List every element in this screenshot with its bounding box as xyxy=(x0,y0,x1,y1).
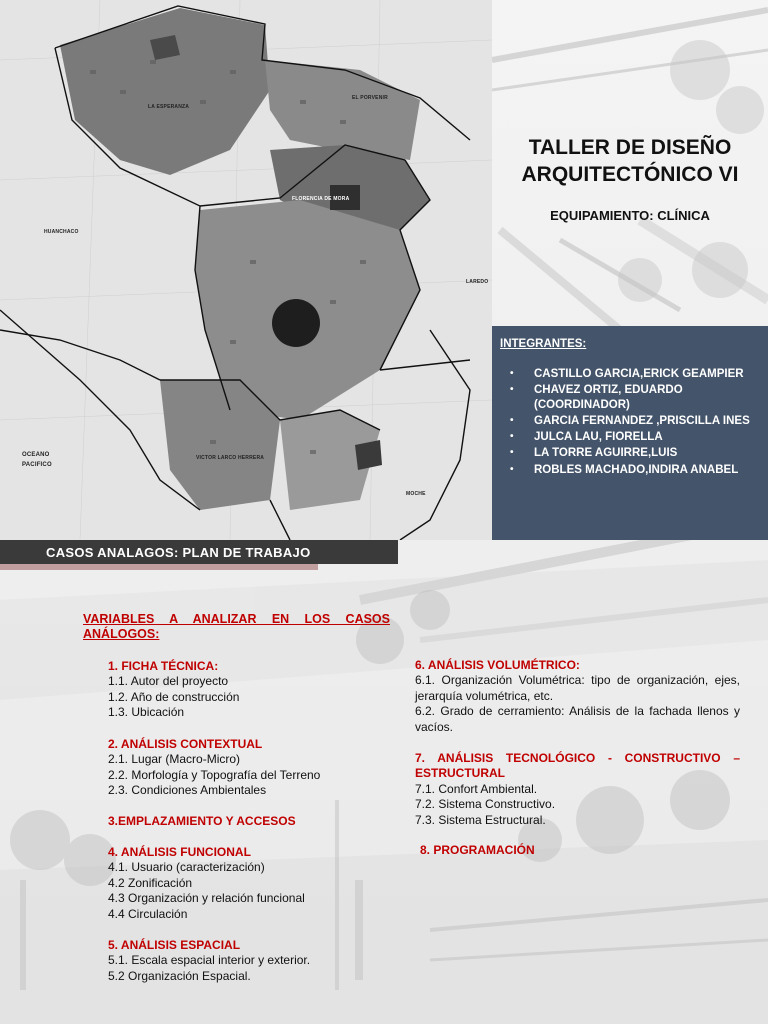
section-title: CASOS ANALAGOS: PLAN DE TRABAJO xyxy=(46,545,311,560)
page-subtitle: EQUIPAMIENTO: CLÍNICA xyxy=(550,208,710,223)
team-member: • CASTILLO GARCIA,ERICK GEAMPIER xyxy=(510,367,762,382)
list-item: 4.3 Organización y relación funcional xyxy=(108,891,305,906)
title-line-1: TALLER DE DISEÑO xyxy=(528,136,732,159)
left-section-3 xyxy=(108,814,398,829)
section-heading: 7. ANÁLISIS TECNOLÓGICO - CONSTRUCTIVO – ESTRUCTURAL xyxy=(415,751,740,781)
list-item: 4.4 Circulación xyxy=(108,906,188,921)
section-band-accent xyxy=(0,564,318,570)
section-heading: 8. PROGRAMACIÓN xyxy=(420,843,535,857)
team-member: • LA TORRE AGUIRRE,LUIS xyxy=(510,446,762,461)
list-item: 6.1. Organización Volumétrica: tipo de organización, ejes, jerarquía volumétrica, etc. xyxy=(415,673,740,703)
map-label-florencia: FLORENCIA DE MORA xyxy=(292,196,350,202)
team-member: • ROBLES MACHADO,INDIRA ANABEL xyxy=(510,463,762,478)
list-item: 2.3. Condiciones Ambientales xyxy=(108,783,267,798)
map-label-victor-larco: VICTOR LARCO HERRERA xyxy=(196,455,265,461)
list-item: 1.2. Año de construcción xyxy=(108,689,240,704)
map-label-el-porvenir: EL PORVENIR xyxy=(352,95,388,101)
right-section-6 xyxy=(415,658,740,735)
list-item: 6.2. Grado de cerramiento: Análisis de la fachada llenos y vacíos. xyxy=(415,704,740,734)
section-heading: 3.EMPLAZAMIENTO Y ACCESOS xyxy=(108,814,296,828)
map-label-moche: MOCHE xyxy=(406,491,426,497)
title-line-2: ARQUITECTÓNICO VI xyxy=(521,163,739,186)
team-member: • GARCIA FERNANDEZ ,PRISCILLA INES xyxy=(510,414,762,429)
map-label-oceano: OCEANO xyxy=(22,452,50,458)
team-heading: INTEGRANTES: xyxy=(500,338,587,350)
list-item: 4.1. Usuario (caracterización) xyxy=(108,860,265,875)
section-heading: 2. ANÁLISIS CONTEXTUAL xyxy=(108,737,263,751)
list-item: 2.1. Lugar (Macro-Micro) xyxy=(108,752,241,767)
section-heading: 4. ANÁLISIS FUNCIONAL xyxy=(108,845,251,859)
list-item: 2.2. Morfología y Topografía del Terreno xyxy=(108,767,321,782)
team-panel xyxy=(492,326,768,540)
left-section-1 xyxy=(108,659,398,721)
right-section-7 xyxy=(415,751,740,828)
variables-heading: VARIABLES A ANALIZAR EN LOS CASOS ANÁLOGOS: xyxy=(83,612,390,641)
map-label-laredo: LAREDO xyxy=(466,279,489,285)
section-heading: 1. FICHA TÉCNICA: xyxy=(108,659,219,673)
right-section-8 xyxy=(420,843,740,858)
map-label-huanchaco: HUANCHACO xyxy=(44,229,79,235)
list-item: 5.2 Organización Espacial. xyxy=(108,968,251,983)
list-item: 7.2. Sistema Constructivo. xyxy=(415,797,556,812)
page-title xyxy=(500,134,760,188)
team-member: • JULCA LAU, FIORELLA xyxy=(510,430,762,445)
list-item: 7.1. Confort Ambiental. xyxy=(415,781,538,796)
left-section-5 xyxy=(108,938,398,984)
team-member: • CHAVEZ ORTIZ, EDUARDO (COORDINADOR) xyxy=(510,383,762,412)
city-map xyxy=(0,0,492,540)
list-item: 1.1. Autor del proyecto xyxy=(108,674,229,689)
left-section-2 xyxy=(108,737,398,799)
map-label-pacifico: PACIFICO xyxy=(22,462,52,468)
list-item: 4.2 Zonificación xyxy=(108,875,193,890)
list-item: 7.3. Sistema Estructural. xyxy=(415,812,546,827)
list-item: 5.1. Escala espacial interior y exterior. xyxy=(108,953,311,968)
left-section-4 xyxy=(108,845,398,922)
map-label-la-esperanza: LA ESPERANZA xyxy=(148,104,190,110)
team-list xyxy=(510,367,762,479)
section-heading: 5. ANÁLISIS ESPACIAL xyxy=(108,938,241,952)
list-item: 1.3. Ubicación xyxy=(108,705,185,720)
section-heading: 6. ANÁLISIS VOLUMÉTRICO: xyxy=(415,658,580,672)
